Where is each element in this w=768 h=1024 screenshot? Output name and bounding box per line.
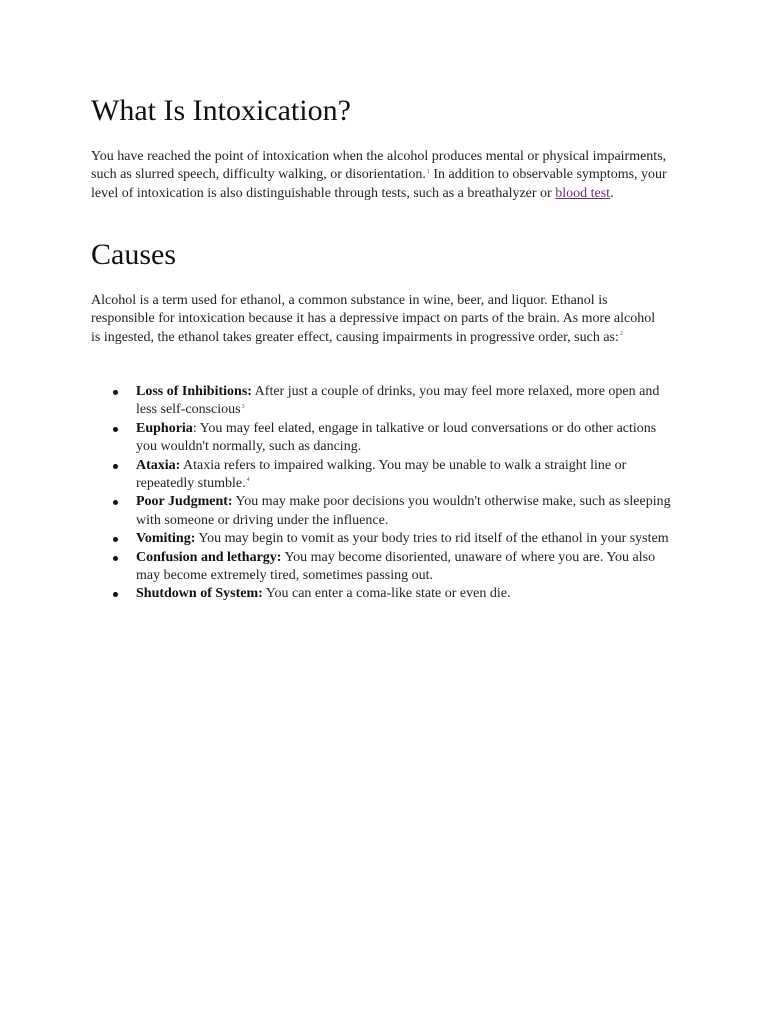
list-item-text: : You may feel elated, engage in talkative or loud conversations or do other actions you wouldn't normally, such as dancing. <box>136 420 657 455</box>
list-item-text: You may begin to vomit as your body tries to rid itself of the ethanol in your system <box>195 531 669 547</box>
list-item-text: You may become disoriented, unaware of where you are. You also may become extremely tired, sometimes passing out. <box>136 549 656 584</box>
list-item-text: Ataxia refers to impaired walking. You may be unable to walk a straight line or repeatedly stumble. <box>136 457 627 492</box>
footnote-marker[interactable]: 2 <box>619 331 623 338</box>
intoxication-text-part1: You have reached the point of intoxication when the alcohol produces mental or physical impairments, such as slurred speech, difficulty walking, or disorientation. <box>91 149 667 183</box>
footnote-marker[interactable]: 3 <box>241 403 245 410</box>
list-item-term: Ataxia: <box>136 457 181 473</box>
bullet-icon <box>113 500 118 505</box>
list-item <box>91 383 671 420</box>
list-item-term: Euphoria <box>136 420 193 436</box>
list-item-text: You may make poor decisions you wouldn't otherwise make, such as sleeping with someone or driving under the influence. <box>136 494 671 528</box>
causes-text: Alcohol is a term used for ethanol, a common substance in wine, beer, and liquor. Ethanol is responsible for intoxication because it has a depressive impact on parts of the brain. As more alcohol is ingested, the ethanol takes greater effect, causing impairments in progressive order, such as: <box>91 293 656 345</box>
list-item-term: Confusion and lethargy: <box>136 549 282 565</box>
intoxication-text-end: . <box>610 185 614 201</box>
list-item <box>91 585 671 603</box>
footnote-marker[interactable]: 1 <box>426 168 430 175</box>
list-item <box>91 493 671 530</box>
bullet-icon <box>113 464 118 469</box>
heading-causes: Causes <box>91 238 176 271</box>
bullet-icon <box>113 556 118 561</box>
heading-what-is-intoxication: What Is Intoxication? <box>91 94 351 127</box>
bullet-icon <box>113 592 118 597</box>
list-item-text: After just a couple of drinks, you may feel more relaxed, more open and less self-conscious <box>136 384 660 418</box>
list-item-term: Vomiting: <box>136 531 196 547</box>
list-item <box>91 549 671 586</box>
bullet-icon <box>113 390 118 395</box>
list-item-term: Loss of Inhibitions: <box>136 384 252 399</box>
intoxication-paragraph <box>91 148 667 203</box>
list-item-text: You can enter a coma-like state or even die. <box>262 586 511 602</box>
list-item-term: Poor Judgment: <box>136 494 233 510</box>
blood-test-link[interactable]: blood test <box>555 185 611 201</box>
list-item <box>91 420 671 457</box>
causes-paragraph <box>91 292 663 347</box>
list-item-term: Shutdown of System: <box>136 586 263 602</box>
bullet-icon <box>113 427 118 432</box>
list-item <box>91 457 671 494</box>
effects-list <box>91 383 671 604</box>
intoxication-text-part2: In addition to observable symptoms, your level of intoxication is also distinguishable through tests, such as a breathalyzer or <box>91 167 667 201</box>
bullet-icon <box>113 537 118 542</box>
footnote-marker[interactable]: 4 <box>246 477 250 484</box>
list-item <box>91 530 671 548</box>
